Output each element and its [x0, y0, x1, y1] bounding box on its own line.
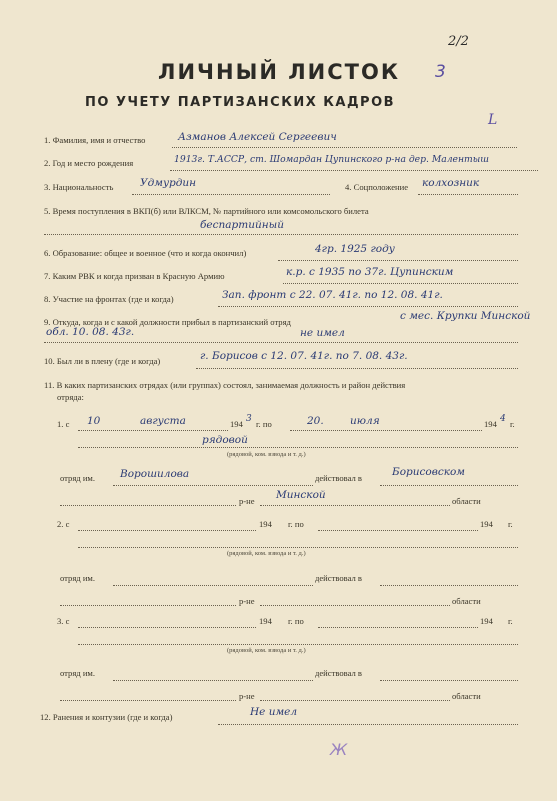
stamp-mark: 3	[435, 62, 446, 82]
field-7-label: 7. Каким РВК и когда призван в Красную Армию	[44, 271, 225, 281]
d3-from-line	[78, 627, 256, 628]
page-title: ЛИЧНЫЙ ЛИСТОК	[158, 60, 400, 84]
d1-label-c: 1. с	[57, 419, 70, 429]
field-4-value: колхозник	[422, 177, 480, 189]
field-5-value: беспартийный	[200, 219, 284, 231]
field-10-value: г. Борисов с 12. 07. 41г. по 7. 08. 43г.	[200, 350, 408, 362]
d1-year-suffix: 3	[246, 414, 252, 424]
d1-to-year-suffix: 4	[500, 414, 506, 424]
d1-to-day: 20.	[307, 415, 324, 427]
d1-rne-line-left	[60, 505, 236, 506]
d2-to-line	[318, 530, 478, 531]
d3-to-line	[318, 627, 478, 628]
field-11-label: 11. В каких партизанских отрядах (или группах) состоял, занимаемая должность и район действия	[44, 380, 406, 390]
d2-oblast-line	[260, 605, 450, 606]
field-3-label: 3. Национальность	[44, 182, 114, 192]
field-3-line	[132, 194, 330, 195]
d2-label-deistv: действовал в	[315, 573, 362, 583]
d3-label-c: 3. с	[57, 616, 70, 626]
field-6-value: 4гр. 1925 году	[315, 243, 395, 255]
field-5-label: 5. Время поступления в ВКП(б) или ВЛКСМ, № партийного или комсомольского билета	[44, 206, 369, 216]
field-2-label: 2. Год и место рождения	[44, 158, 134, 168]
d3-year-prefix: 194	[259, 616, 272, 626]
d1-label-deistv: действовал в	[315, 473, 362, 483]
field-8-line	[218, 306, 518, 307]
field-8-value: Зап. фронт с 22. 07. 41г. по 12. 08. 41г.	[222, 289, 443, 301]
d2-year-prefix: 194	[259, 519, 272, 529]
d2-rne-line-left	[60, 605, 236, 606]
d3-position-hint: (рядовой, ком. взвода и т. д.)	[227, 647, 306, 654]
d1-month: августа	[140, 415, 186, 427]
d2-position-line	[78, 547, 518, 548]
page-subtitle: ПО УЧЕТУ ПАРТИЗАНСКИХ КАДРОВ	[85, 95, 396, 110]
d1-day: 10	[87, 415, 101, 427]
field-2-line	[170, 170, 538, 171]
d1-position: рядовой	[202, 434, 248, 446]
field-1-line	[172, 147, 517, 148]
field-2-value: 1913г. Т.АССР, ст. Шомардан Цупинского р-на дер. Малентыш	[174, 154, 489, 165]
field-12-line	[218, 724, 518, 725]
d1-label-oblasti: области	[452, 496, 481, 506]
d2-label-otryad: отряд им.	[60, 573, 96, 583]
d3-oblast-line	[260, 700, 450, 701]
field-6-line	[278, 260, 518, 261]
d1-from-line	[78, 430, 228, 431]
field-7-value: к.р. с 1935 по 37г. Цупинским	[286, 266, 454, 278]
field-1-label: 1. Фамилия, имя и отчество	[44, 135, 146, 145]
d2-district-line	[380, 585, 518, 586]
field-8-label: 8. Участие на фронтах (где и когда)	[44, 294, 174, 304]
d3-to-year-prefix: 194	[480, 616, 493, 626]
d3-label-oblasti: области	[452, 691, 481, 701]
side-mark: L	[488, 112, 498, 128]
d1-to-year-prefix: 194	[484, 419, 497, 429]
d2-label-oblasti: области	[452, 596, 481, 606]
d2-otryad-line	[113, 585, 313, 586]
corner-number-mark: 2/2	[448, 34, 469, 49]
d2-label-g-po: г. по	[288, 519, 304, 529]
field-9-value-3: не имел	[300, 327, 345, 339]
d2-label-c: 2. с	[57, 519, 70, 529]
d1-label-g: г.	[510, 419, 515, 429]
field-5-line	[44, 234, 518, 235]
field-9-label: 9. Откуда, когда и с какой должности прибыл в партизанский отряд	[44, 317, 291, 327]
field-12-value: Не имел	[250, 706, 298, 718]
d1-label-g-po: г. по	[256, 419, 272, 429]
footer-mark: Ж	[330, 740, 348, 759]
d3-label-g-po: г. по	[288, 616, 304, 626]
d3-district-line	[380, 680, 518, 681]
d2-to-year-prefix: 194	[480, 519, 493, 529]
field-9-value: с мес. Крупки Минской	[400, 310, 531, 322]
d2-from-line	[78, 530, 256, 531]
d1-otryad-line	[113, 485, 313, 486]
field-7-line	[283, 283, 518, 284]
d1-label-otryad: отряд им.	[60, 473, 96, 483]
field-3-value: Удмурдин	[140, 177, 197, 189]
field-4-line	[418, 194, 518, 195]
d3-otryad-line	[113, 680, 313, 681]
d3-label-otryad: отряд им.	[60, 668, 96, 678]
field-4-label: 4. Соцположение	[345, 182, 409, 192]
d3-position-line	[78, 644, 518, 645]
field-9-value-2: обл. 10. 08. 43г.	[46, 326, 135, 338]
d1-position-line	[78, 447, 518, 448]
field-12-label: 12. Ранения и контузии (где и когда)	[40, 712, 173, 722]
d1-label-rne: р-не	[239, 496, 255, 506]
d2-position-hint: (рядовой, ком. взвода и т. д.)	[227, 550, 306, 557]
field-10-label: 10. Был ли в плену (где и когда)	[44, 356, 161, 366]
d1-to-month: июля	[350, 415, 380, 427]
d1-otryad: Ворошилова	[120, 468, 190, 480]
d1-year-prefix: 194	[230, 419, 243, 429]
field-9-line	[44, 342, 518, 343]
d3-label-g: г.	[508, 616, 513, 626]
field-1-value: Азманов Алексей Сергеевич	[178, 131, 337, 143]
d1-oblast-line	[260, 505, 450, 506]
d1-district-line	[380, 485, 518, 486]
d2-label-rne: р-не	[239, 596, 255, 606]
field-11-label-2: отряда:	[57, 392, 84, 402]
d2-label-g: г.	[508, 519, 513, 529]
field-10-line	[196, 368, 518, 369]
d3-rne-line-left	[60, 700, 236, 701]
d1-to-line	[290, 430, 482, 431]
d1-district: Борисовском	[392, 466, 466, 478]
field-6-label: 6. Образование: общее и военное (что и когда окончил)	[44, 248, 247, 258]
d1-position-hint: (рядовой, ком. взвода и т. д.)	[227, 451, 306, 458]
d3-label-deistv: действовал в	[315, 668, 362, 678]
d3-label-rne: р-не	[239, 691, 255, 701]
d1-oblast: Минской	[276, 489, 326, 501]
